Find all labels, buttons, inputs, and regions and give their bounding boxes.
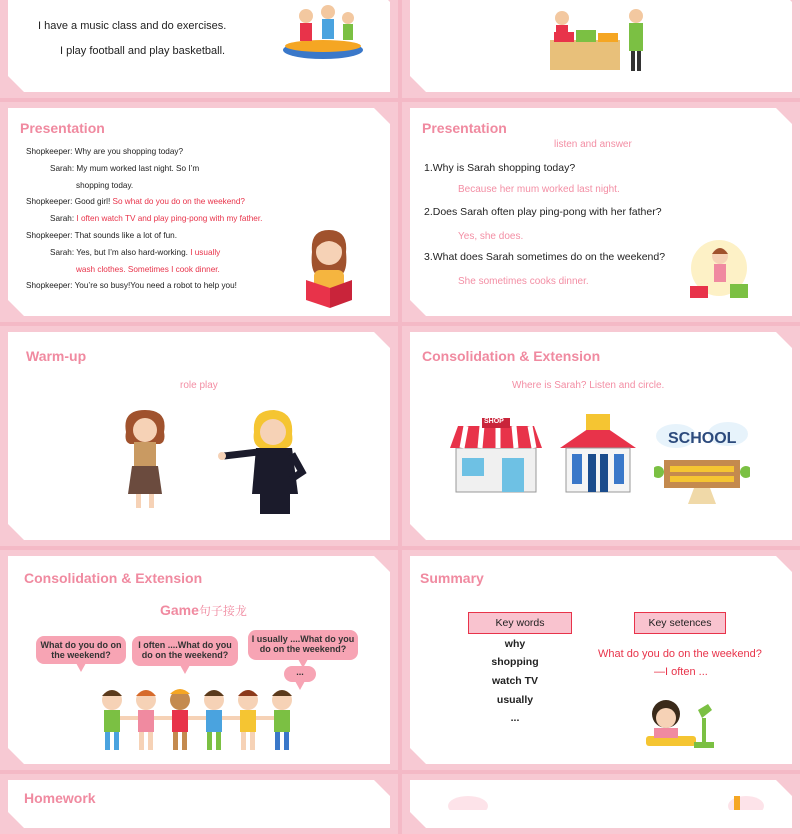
speaker-label: Sarah: bbox=[50, 164, 75, 173]
question-1: 1.Why is Sarah shopping today? bbox=[424, 162, 576, 174]
slide1-line-1: I have a music class and do exercises. bbox=[38, 20, 227, 32]
slide-card bbox=[8, 108, 390, 316]
speech-bubble-4: ... bbox=[284, 666, 316, 682]
slide-title: Summary bbox=[420, 570, 484, 586]
slide-title: Consolidation & Extension bbox=[422, 348, 601, 364]
dialog-text: Yes, but I’m also hard-working. bbox=[76, 248, 188, 257]
speaker-label: Shopkeeper: bbox=[26, 281, 73, 290]
dialog-line bbox=[26, 281, 237, 290]
slide-3[interactable] bbox=[0, 102, 398, 322]
key-sentences-label: Key setences bbox=[634, 612, 726, 634]
speaker-label: Shopkeeper: bbox=[26, 197, 73, 206]
girl-cooking-illustration bbox=[686, 238, 752, 304]
slide-4[interactable] bbox=[402, 102, 800, 322]
dialog-text: shopping today. bbox=[76, 181, 134, 190]
slide-title: Warm-up bbox=[26, 348, 87, 364]
speaker-label: Sarah: bbox=[50, 214, 75, 223]
slide-subtitle: Where is Sarah? Listen and circle. bbox=[512, 380, 665, 391]
slide-card bbox=[8, 556, 390, 764]
slide-card bbox=[410, 556, 792, 764]
key-word: why bbox=[504, 638, 526, 650]
slide-9[interactable] bbox=[0, 774, 398, 834]
dialog-text: Why are you shopping today? bbox=[74, 147, 184, 156]
shop-building-icon[interactable] bbox=[448, 418, 544, 494]
dialog-highlight: I usually bbox=[190, 248, 221, 257]
key-word: ... bbox=[510, 712, 520, 724]
dialog-line bbox=[50, 164, 199, 173]
dialog-text: My mum worked last night. So I’m bbox=[76, 164, 200, 173]
slide-5[interactable] bbox=[0, 326, 398, 546]
slide-title: Presentation bbox=[20, 120, 105, 136]
dialog-text: That sounds like a lot of fun. bbox=[74, 231, 177, 240]
key-word: shopping bbox=[491, 656, 539, 668]
girl-reading-illustration bbox=[298, 226, 360, 310]
game-title bbox=[160, 602, 247, 619]
school-sign: SCHOOL bbox=[668, 430, 737, 447]
key-words-label: Key words bbox=[468, 612, 572, 634]
slide-2[interactable] bbox=[402, 0, 800, 98]
speaker-label: Sarah: bbox=[50, 248, 75, 257]
key-word: usually bbox=[496, 694, 534, 706]
slide-subtitle: listen and answer bbox=[554, 139, 632, 150]
key-word: watch TV bbox=[491, 675, 539, 687]
speaker-label: Shopkeeper: bbox=[26, 231, 73, 240]
slide-subtitle: role play bbox=[180, 380, 218, 391]
dialog-highlight: wash clothes. Sometimes I cook dinner. bbox=[76, 265, 220, 274]
dialog-line bbox=[50, 248, 220, 257]
decorative-illustration bbox=[446, 790, 766, 810]
slide-7[interactable] bbox=[0, 550, 398, 770]
dialog-highlight: So what do you do on the weekend? bbox=[112, 197, 245, 206]
shop-sign: SHOP bbox=[484, 418, 504, 425]
key-sentence-2: —I often ... bbox=[654, 666, 708, 678]
slide-card bbox=[8, 0, 390, 92]
hospital-building-icon[interactable] bbox=[556, 414, 640, 496]
dialog-line bbox=[26, 197, 245, 206]
slide-card bbox=[8, 780, 390, 828]
speech-bubble-1: What do you do on the weekend? bbox=[36, 636, 126, 664]
speech-bubble-2: I often ....What do you do on the weekend? bbox=[132, 636, 238, 666]
slide-card bbox=[410, 332, 792, 540]
answer-1: Because her mum worked last night. bbox=[458, 184, 620, 195]
game-label: Game bbox=[160, 602, 199, 618]
slide1-line-2: I play football and play basketball. bbox=[60, 45, 226, 57]
key-sentence-1: What do you do on the weekend? bbox=[598, 648, 762, 660]
dialog-line bbox=[76, 265, 220, 274]
dialog-line bbox=[26, 231, 177, 240]
market-stall-illustration bbox=[540, 0, 660, 80]
slide-card bbox=[410, 780, 792, 828]
slide-title: Homework bbox=[24, 790, 96, 806]
dialog-text: Good girl! bbox=[74, 197, 111, 206]
question-3: 3.What does Sarah sometimes do on the weekend? bbox=[424, 251, 666, 263]
speaker-label: Shopkeeper: bbox=[26, 147, 73, 156]
girl-character-illustration bbox=[116, 408, 174, 512]
slide-card bbox=[8, 332, 390, 540]
answer-2: Yes, she does. bbox=[458, 231, 524, 242]
dialog-text: You’re so busy!You need a robot to help you! bbox=[74, 281, 237, 290]
children-group-illustration bbox=[90, 684, 306, 760]
dialog-line bbox=[76, 181, 133, 190]
slide-title: Consolidation & Extension bbox=[24, 570, 203, 586]
slide-1[interactable] bbox=[0, 0, 398, 98]
woman-character-illustration bbox=[218, 408, 312, 518]
question-2: 2.Does Sarah often play ping-pong with her father? bbox=[424, 206, 662, 218]
slide-8[interactable] bbox=[402, 550, 800, 770]
girl-studying-illustration bbox=[638, 696, 718, 758]
game-label-cn: 句子接龙 bbox=[198, 604, 247, 618]
slide-card bbox=[410, 108, 792, 316]
dialog-line bbox=[50, 214, 262, 223]
kids-music-illustration bbox=[278, 0, 368, 62]
slide-card bbox=[410, 0, 792, 92]
answer-3: She sometimes cooks dinner. bbox=[458, 276, 589, 287]
speech-bubble-3: I usually ....What do you do on the weekend? bbox=[248, 630, 358, 660]
slide-10[interactable] bbox=[402, 774, 800, 834]
dialog-line bbox=[26, 147, 183, 156]
slide-6[interactable] bbox=[402, 326, 800, 546]
slide-title: Presentation bbox=[422, 120, 507, 136]
dialog-highlight: I often watch TV and play ping-pong with my father. bbox=[76, 214, 263, 223]
